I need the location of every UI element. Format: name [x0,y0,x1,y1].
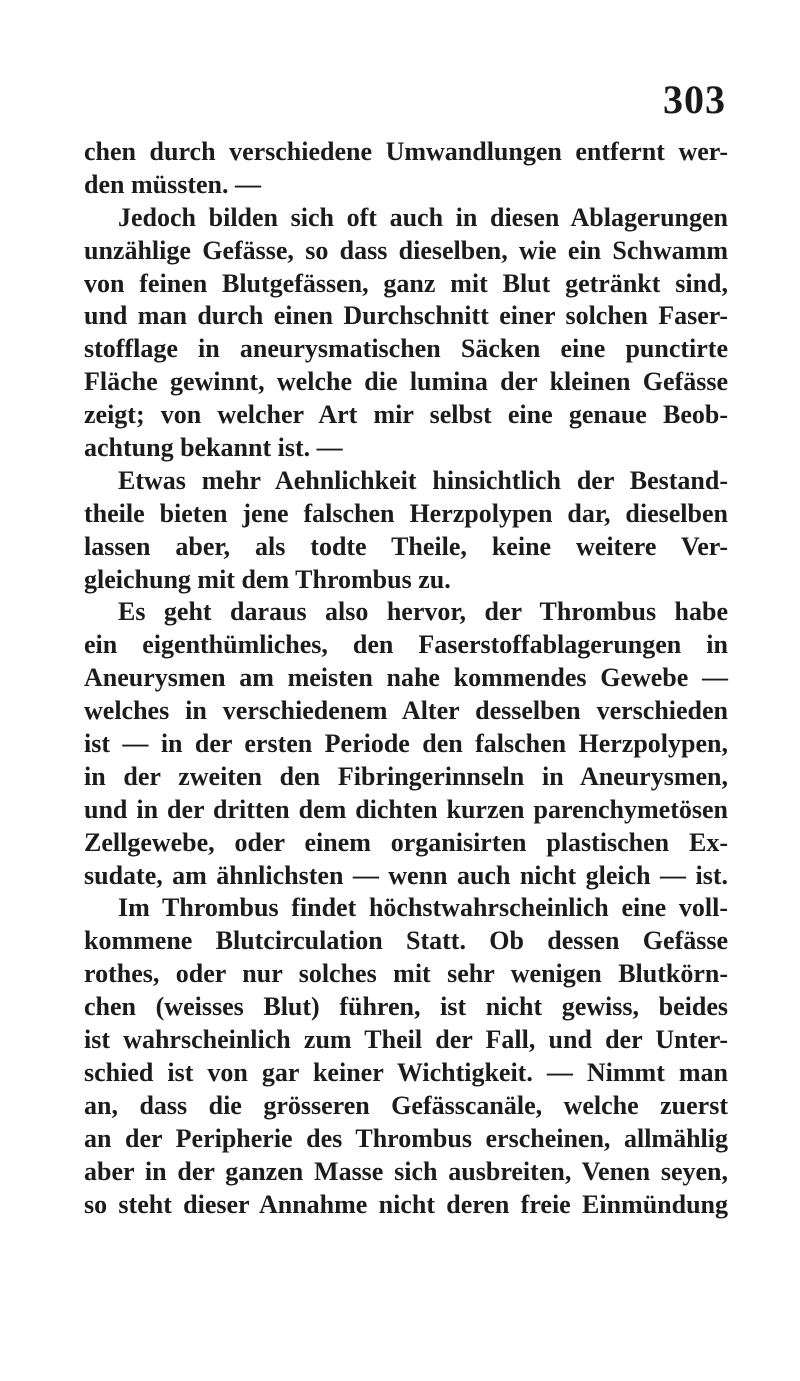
text-line: an, dass die grösseren Gefässcanäle, welche zuerst [84,1090,728,1120]
text-line: Im Thrombus findet höchstwahrscheinlich eine voll- [118,893,728,923]
text-line: kommene Blutcirculation Statt. Ob dessen Gefässe [84,926,728,956]
text-line: welches in verschiedenem Alter desselben verschieden [84,696,728,726]
text-line: von feinen Blutgefässen, ganz mit Blut getränkt sind, [84,268,728,298]
text-line: ein eigenthümliches, den Faserstoffablagerungen in [84,630,728,660]
text-line: gleichung mit dem Thrombus zu. [84,564,451,594]
text-line: ist — in der ersten Periode den falschen Herzpolypen, [84,729,728,759]
body-text [84,136,728,1221]
text-line: achtung bekannt ist. — [84,433,343,463]
text-line: und man durch einen Durchschnitt einer solchen Faser- [84,301,728,331]
text-line: Jedoch bilden sich oft auch in diesen Ablagerungen [118,202,728,232]
text-line: chen durch verschiedene Umwandlungen entfernt wer- [84,137,728,166]
text-line: an der Peripherie des Thrombus erscheinen, allmählig [84,1123,728,1153]
text-line: theile bieten jene falschen Herzpolypen dar, dieselben [84,498,728,528]
text-line: ist wahrscheinlich zum Theil der Fall, und der Unter- [84,1025,728,1055]
text-line: und in der dritten dem dichten kurzen parenchymetösen [84,794,728,824]
text-line: lassen aber, als todte Theile, keine weitere Ver- [84,531,728,561]
text-line: so steht dieser Annahme nicht deren freie Einmündung [84,1189,728,1219]
text-line: Aneurysmen am meisten nahe kommendes Gewebe — [84,663,728,693]
text-line: Fläche gewinnt, welche die lumina der kleinen Gefässe [84,367,728,397]
text-line: stofflage in aneurysmatischen Säcken eine punctirte [84,334,728,364]
text-line: den müssten. — [84,169,261,199]
page-number: 303 [663,77,726,122]
text-line: zeigt; von welcher Art mir selbst eine genaue Beob- [84,400,728,430]
text-line: Etwas mehr Aehnlichkeit hinsichtlich der Bestand- [118,465,728,495]
text-line: sudate, am ähnlichsten — wenn auch nicht gleich — ist. [84,860,728,890]
text-line: Zellgewebe, oder einem organisirten plastischen Ex- [84,827,728,857]
text-line: in der zweiten den Fibringerinnseln in Aneurysmen, [84,761,728,791]
text-line: unzählige Gefässe, so dass dieselben, wie ein Schwamm [84,235,728,265]
text-line: rothes, oder nur solches mit sehr wenigen Blutkörn- [84,959,728,989]
text-line: schied ist von gar keiner Wichtigkeit. — Nimmt man [84,1057,728,1087]
text-line: aber in der ganzen Masse sich ausbreiten, Venen seyen, [84,1156,728,1186]
text-line: chen (weisses Blut) führen, ist nicht gewiss, beides [84,992,728,1022]
text-line: Es geht daraus also hervor, der Thrombus habe [118,597,728,627]
